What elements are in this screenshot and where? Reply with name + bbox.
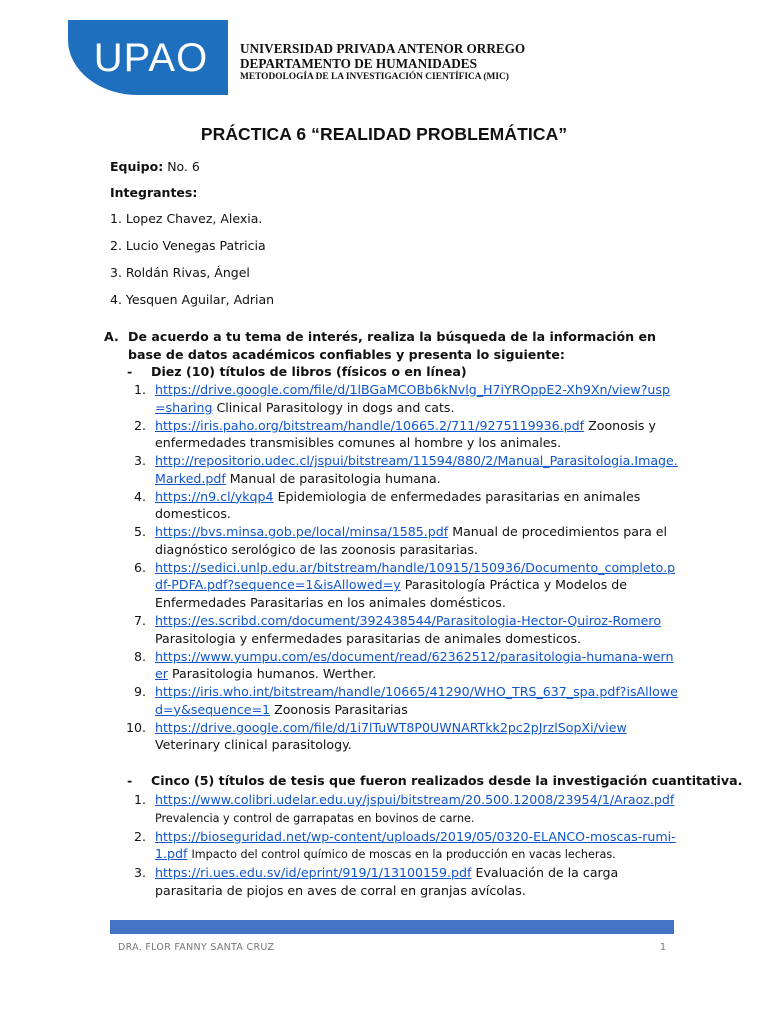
theses-list — [120, 791, 680, 900]
item-number: 1. — [133, 382, 146, 397]
book-title: Manual de parasitologia humana. — [229, 470, 441, 486]
university-name: UNIVERSIDAD PRIVADA ANTENOR ORREGO — [240, 41, 526, 56]
list-item — [120, 828, 680, 864]
book-title: Zoonosis Parasitarias — [274, 701, 408, 717]
logo-text: UPAO — [93, 36, 209, 80]
team-line — [110, 159, 200, 174]
thesis-title: Impacto del control químico de moscas en la producción en vacas lecheras. — [191, 848, 616, 862]
list-item — [120, 381, 680, 416]
item-number: 2. — [133, 828, 146, 844]
list-item — [120, 719, 680, 754]
department-name: DEPARTAMENTO DE HUMANIDADES — [240, 55, 477, 71]
institution-header — [240, 42, 525, 83]
list-item — [120, 559, 680, 612]
team-label: Equipo: — [110, 159, 164, 174]
book-link[interactable]: https://es.scribd.com/document/392438544/Parasitologia-Hector-Quiroz-Romero — [155, 613, 662, 629]
item-number: 6. — [133, 559, 146, 575]
members-label — [110, 185, 197, 200]
member-item: 3. Roldán Rivas, Ángel — [110, 265, 250, 280]
book-link[interactable]: https://iris.who.int/bitstream/handle/10665/41290/WHO_TRS_637_spa.pdf?isAllowed=y&sequence=1 — [155, 684, 678, 717]
book-link[interactable]: http://repositorio.udec.cl/jspui/bitstream/11594/880/2/Manual_Parasitologia.Image.Marked.pdf — [155, 453, 678, 486]
item-number: 9. — [133, 684, 146, 700]
item-number: 8. — [133, 648, 146, 664]
page-number: 1 — [660, 942, 667, 953]
book-title: Parasitologia y enfermedades parasitarias de animales domesticos. — [155, 630, 582, 646]
books-list — [120, 381, 680, 754]
member-item: 1. Lopez Chavez, Alexia. — [110, 211, 263, 226]
item-number: 1. — [133, 792, 146, 807]
list-item — [120, 452, 680, 487]
book-title: Clinical Parasitology in dogs and cats. — [216, 399, 455, 415]
book-title: Veterinary clinical parasitology. — [155, 737, 352, 753]
course-name: METODOLOGÍA DE LA INVESTIGACIÓN CIENTÍFICA (MIC) — [240, 72, 509, 82]
list-item — [120, 417, 680, 452]
members-label-text: Integrantes: — [110, 185, 198, 200]
book-title: Parasitologia humanos. Werther. — [171, 666, 377, 682]
book-title: Parasitología Práctica y Modelos de Enfermedades Parasitarias en los animales domésticos. — [155, 577, 628, 611]
team-value: No. 6 — [167, 159, 200, 174]
item-number: 3. — [133, 453, 146, 469]
member-item: 2. Lucio Venegas Patricia — [110, 238, 266, 253]
books-heading — [127, 363, 467, 381]
item-number: 4. — [133, 488, 146, 504]
list-item — [120, 612, 680, 647]
section-instructions: De acuerdo a tu tema de interés, realiza la búsqueda de la información en base de datos académicos confiables y presenta lo siguiente: — [128, 329, 657, 362]
theses-dash: - — [127, 773, 133, 788]
book-link[interactable]: https://drive.google.com/file/d/1lBGaMCOBb6kNvlg_H7iYROppE2-Xh9Xn/view?usp=sharing — [155, 382, 670, 415]
member-item: 4. Yesquen Aguilar, Adrian — [110, 292, 275, 307]
theses-heading-text: Cinco (5) títulos de tesis que fueron realizados desde la investigación cuantitativa. — [151, 773, 743, 788]
list-item — [120, 648, 680, 683]
thesis-link[interactable]: https://ri.ues.edu.sv/id/eprint/919/1/13100159.pdf — [155, 865, 472, 881]
list-item — [120, 864, 680, 899]
book-title: Manual de procedimientos para el diagnóstico serológico de las zoonosis parasitarias. — [155, 524, 668, 557]
footer-author: DRA. FLOR FANNY SANTA CRUZ — [118, 942, 275, 953]
list-item — [120, 488, 680, 523]
item-number: 5. — [133, 524, 146, 540]
thesis-title: Evaluación de la carga parasitaria de piojos en aves de corral en granjas avícolas. — [155, 865, 619, 898]
thesis-link[interactable]: https://www.colibri.udelar.edu.uy/jspui/bitstream/20.500.12008/23954/1/Araoz.pdf — [155, 792, 675, 807]
item-number: 2. — [133, 417, 146, 433]
list-item — [120, 791, 680, 827]
page-title: PRÁCTICA 6 “REALIDAD PROBLEMÁTICA” — [200, 124, 568, 144]
book-link[interactable]: https://drive.google.com/file/d/1i7lTuWT8P0UWNARTkk2pc2pJrzlSopXi/view — [155, 719, 627, 735]
section-letter: A. — [104, 329, 119, 344]
books-dash: - — [127, 364, 133, 379]
item-number: 10. — [125, 719, 146, 735]
book-link[interactable]: https://bvs.minsa.gob.pe/local/minsa/1585.pdf — [155, 524, 449, 540]
list-item — [120, 683, 680, 718]
upao-logo — [68, 20, 228, 95]
thesis-title: Prevalencia y control de garrapatas en bovinos de carne. — [155, 811, 475, 825]
item-number: 7. — [133, 613, 146, 629]
footer-bar — [110, 920, 674, 934]
book-link[interactable]: https://sedici.unlp.edu.ar/bitstream/handle/10915/150936/Documento_completo.pdf-PDFA.pdf?sequence=1&isAllowed=y — [155, 559, 676, 593]
book-link[interactable]: https://www.yumpu.com/es/document/read/62362512/parasitologia-humana-werner — [155, 648, 674, 682]
book-link[interactable]: https://iris.paho.org/bitstream/handle/10665.2/711/9275119936.pdf — [155, 417, 585, 433]
item-number: 3. — [133, 865, 146, 881]
list-item — [120, 523, 680, 558]
thesis-link[interactable]: https://bioseguridad.net/wp-content/uploads/2019/05/0320-ELANCO-moscas-rumi-1.pdf — [155, 828, 676, 862]
book-title: Zoonosis y enfermedades transmisibles comunes al hombre y los animales. — [155, 417, 656, 451]
book-title: Epidemiologia de enfermedades parasitarias en animales domesticos. — [155, 488, 641, 522]
books-heading-text: Diez (10) títulos de libros (físicos o en línea) — [151, 364, 467, 379]
book-link[interactable]: https://n9.cl/ykqp4 — [155, 488, 274, 504]
theses-heading — [127, 772, 742, 790]
